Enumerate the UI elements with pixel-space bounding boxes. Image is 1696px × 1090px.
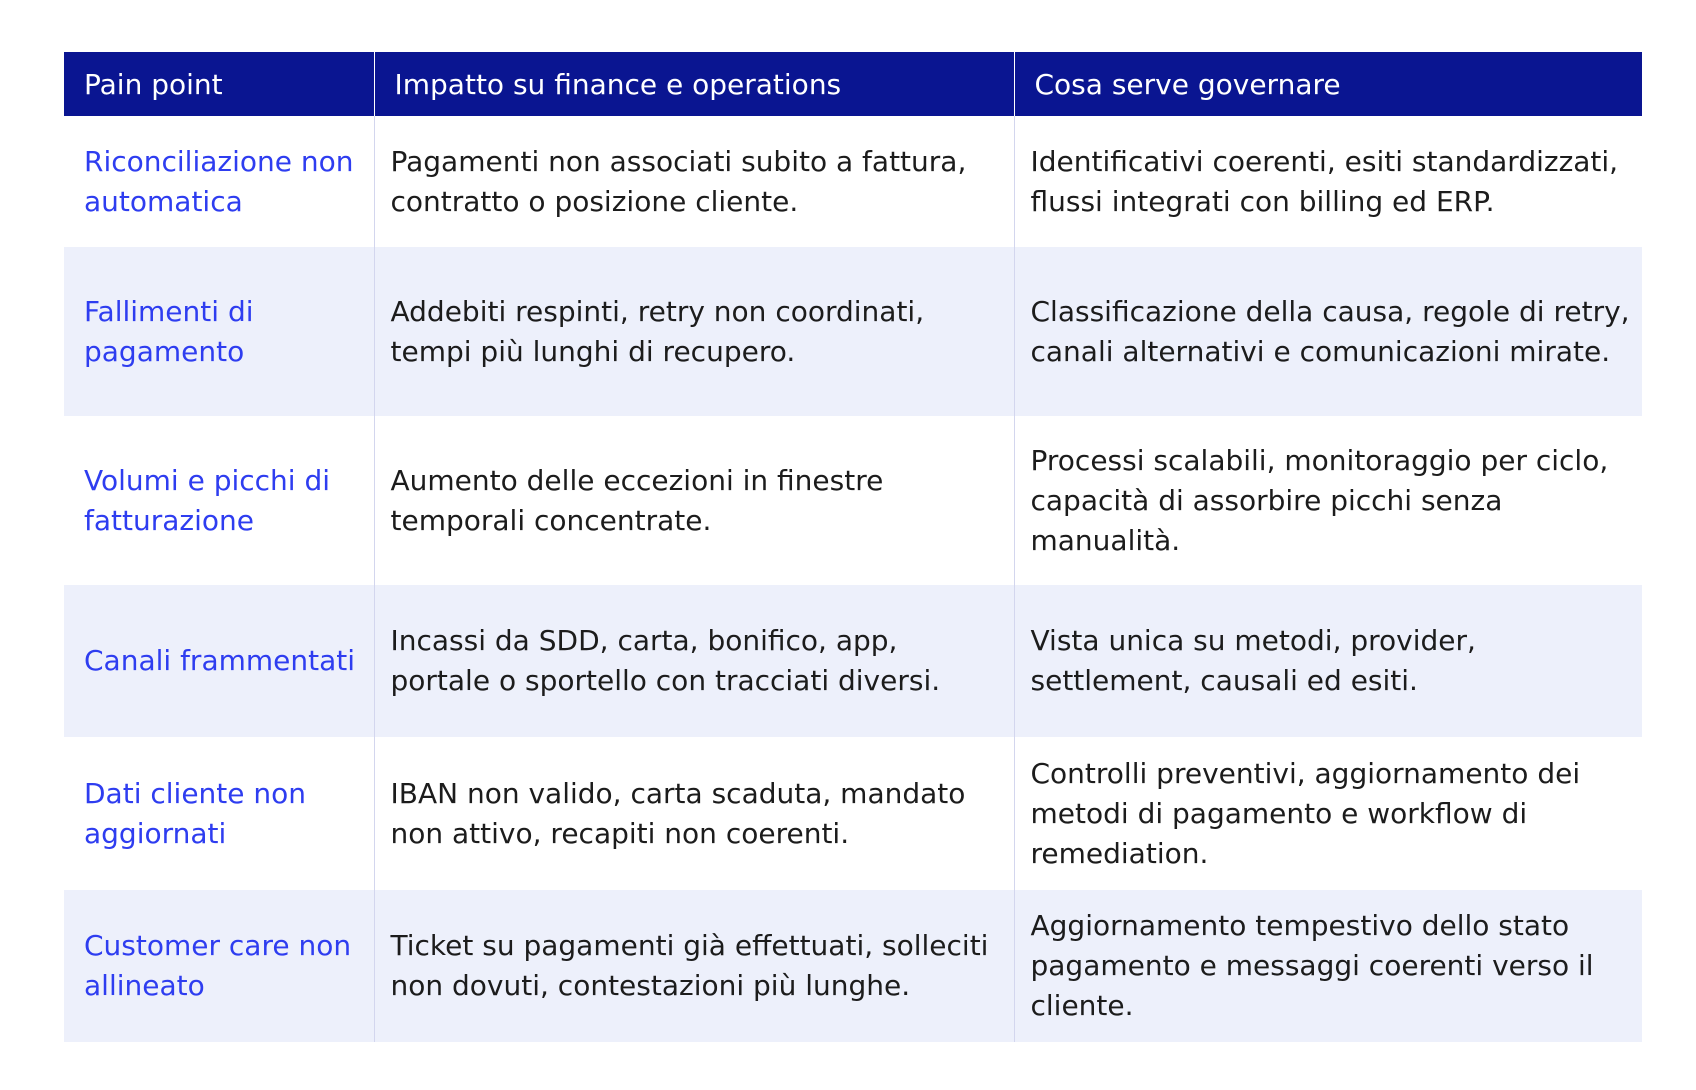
pain-point-cell: Dati cliente non aggiornati: [64, 737, 374, 890]
govern-cell: Processi scalabili, monitoraggio per ciclo, capacità di assorbire picchi senza manualità.: [1014, 416, 1642, 585]
impact-cell: Ticket su pagamenti già effettuati, solleciti non dovuti, contestazioni più lunghe.: [374, 890, 1014, 1042]
pain-point-cell: Canali frammentati: [64, 585, 374, 737]
table-row: [64, 737, 1642, 890]
pain-points-table: [64, 52, 1642, 1042]
table-row: [64, 116, 1642, 247]
table-row: [64, 585, 1642, 737]
impact-cell: Aumento delle eccezioni in finestre temporali concentrate.: [374, 416, 1014, 585]
govern-cell: Identificativi coerenti, esiti standardizzati, flussi integrati con billing ed ERP.: [1014, 116, 1642, 247]
header-govern: Cosa serve governare: [1014, 52, 1642, 116]
table-header-row: [64, 52, 1642, 116]
header-impact: Impatto su finance e operations: [374, 52, 1014, 116]
impact-cell: Addebiti respinti, retry non coordinati, tempi più lunghi di recupero.: [374, 247, 1014, 416]
govern-cell: Aggiornamento tempestivo dello stato pagamento e messaggi coerenti verso il cliente.: [1014, 890, 1642, 1042]
header-pain-point: Pain point: [64, 52, 374, 116]
govern-cell: Vista unica su metodi, provider, settlement, causali ed esiti.: [1014, 585, 1642, 737]
table-row: [64, 416, 1642, 585]
pain-point-cell: Riconciliazione non automatica: [64, 116, 374, 247]
table-row: [64, 890, 1642, 1042]
table-row: [64, 247, 1642, 416]
govern-cell: Classificazione della causa, regole di retry, canali alternativi e comunicazioni mirate.: [1014, 247, 1642, 416]
pain-point-cell: Fallimenti di pagamento: [64, 247, 374, 416]
govern-cell: Controlli preventivi, aggiornamento dei metodi di pagamento e workflow di remediation.: [1014, 737, 1642, 890]
impact-cell: Incassi da SDD, carta, bonifico, app, portale o sportello con tracciati diversi.: [374, 585, 1014, 737]
pain-point-cell: Volumi e picchi di fatturazione: [64, 416, 374, 585]
pain-point-cell: Customer care non allineato: [64, 890, 374, 1042]
impact-cell: IBAN non valido, carta scaduta, mandato non attivo, recapiti non coerenti.: [374, 737, 1014, 890]
impact-cell: Pagamenti non associati subito a fattura, contratto o posizione cliente.: [374, 116, 1014, 247]
